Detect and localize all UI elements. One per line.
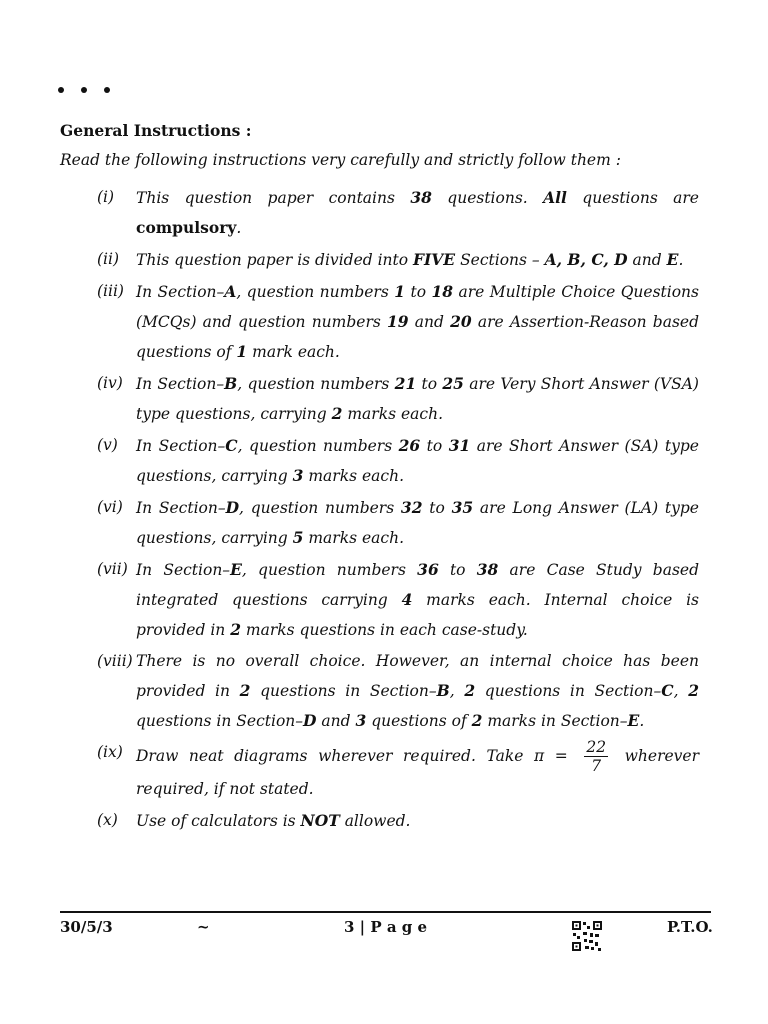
instruction-number: (x) <box>97 811 118 829</box>
text-run: In Section– <box>136 283 225 301</box>
emphasis-text: 35 <box>451 498 474 517</box>
emphasis-text: 21 <box>394 374 417 393</box>
instructions-intro: Read the following instructions very carefully and strictly follow them : <box>60 151 621 169</box>
emphasis-text: compulsory <box>136 218 237 237</box>
text-run: Sections – <box>455 251 545 269</box>
instruction-text <box>136 251 683 269</box>
instruction-number: (ii) <box>97 250 120 268</box>
text-run: . <box>639 712 645 730</box>
emphasis-text: 36 <box>417 560 439 579</box>
emphasis-text: D <box>303 711 317 730</box>
text-run: allowed. <box>339 812 411 830</box>
text-run: Use of calculators is <box>136 812 301 830</box>
emphasis-text: B <box>224 374 238 393</box>
instruction-text <box>136 437 699 485</box>
emphasis-text: C <box>225 436 238 455</box>
instruction-text <box>136 283 699 361</box>
instruction-text <box>136 561 699 639</box>
emphasis-text: A, B, C, D <box>544 250 628 269</box>
instruction-number: (viii) <box>97 652 133 670</box>
text-run: , <box>673 682 689 700</box>
pi-fraction <box>584 738 608 775</box>
emphasis-text: 4 <box>401 590 413 609</box>
text-run: , question numbers <box>237 375 395 393</box>
text-run: are Multiple Choice Questions (MCQs) and question numbers <box>136 283 699 331</box>
instruction-item <box>97 493 699 553</box>
text-run: In Section– <box>136 561 231 579</box>
text-run: This question paper contains <box>136 189 411 207</box>
emphasis-text: E <box>230 560 242 579</box>
emphasis-text: 26 <box>398 436 421 455</box>
text-run: are Very Short Answer (VSA) type questions, carrying <box>136 375 699 423</box>
instruction-item <box>97 555 699 645</box>
text-run: questions are <box>566 189 699 207</box>
text-run: are Assertion-Reason based questions of <box>136 313 699 361</box>
emphasis-text: 31 <box>448 436 471 455</box>
emphasis-text: 2 <box>688 681 699 700</box>
instruction-item <box>97 245 699 275</box>
page-number: 3 | P a g e <box>344 918 428 936</box>
emphasis-text: E <box>666 250 679 269</box>
text-run: and <box>627 251 667 269</box>
emphasis-text: 3 <box>355 711 367 730</box>
text-run: are Case Study based integrated questions carrying <box>136 561 699 609</box>
instruction-item <box>97 277 699 367</box>
text-run: marks each. Internal choice is provided in <box>136 591 699 639</box>
text-run: questions of <box>366 712 472 730</box>
text-run: and <box>316 712 356 730</box>
instruction-text <box>136 375 699 423</box>
instruction-number: (i) <box>97 188 115 206</box>
text-run: . <box>236 219 242 237</box>
text-run: questions. <box>431 189 544 207</box>
text-run: , question numbers <box>239 499 401 517</box>
emphasis-text: 2 <box>464 681 476 700</box>
text-run: to <box>405 283 432 301</box>
text-run: marks questions in each case-study. <box>241 621 528 639</box>
emphasis-text: 38 <box>410 188 432 207</box>
emphasis-text: 5 <box>292 528 304 547</box>
emphasis-text: 1 <box>236 342 248 361</box>
emphasis-text: 19 <box>387 312 409 331</box>
emphasis-text: FIVE <box>413 250 456 269</box>
text-run: This question paper is divided into <box>136 251 414 269</box>
emphasis-text: 2 <box>230 620 241 639</box>
instruction-number: (ix) <box>97 743 123 761</box>
text-run: to <box>416 375 443 393</box>
fraction-denominator: 7 <box>591 757 602 775</box>
text-run: are Short Answer (SA) type questions, carrying <box>136 437 699 485</box>
please-turn-over: P.T.O. <box>667 918 713 936</box>
text-run: wherever required, if not stated. <box>136 746 699 798</box>
emphasis-text: 20 <box>450 312 472 331</box>
text-run: marks each. <box>303 529 404 547</box>
emphasis-text: C <box>661 681 674 700</box>
text-run: . <box>678 251 684 269</box>
emphasis-text: 1 <box>394 282 406 301</box>
instruction-item <box>97 647 699 736</box>
text-run: In Section– <box>136 437 226 455</box>
text-run: questions in Section– <box>136 712 304 730</box>
emphasis-text: A <box>224 282 237 301</box>
instruction-text <box>136 189 699 237</box>
text-run: marks in Section– <box>482 712 628 730</box>
emphasis-text: 3 <box>292 466 304 485</box>
instructions-list <box>97 183 699 838</box>
dot-icon <box>104 87 110 93</box>
text-run: are Long Answer (LA) type questions, carrying <box>136 499 699 547</box>
dot-icon <box>81 87 87 93</box>
emphasis-text: 25 <box>442 374 464 393</box>
text-run: questions in Section– <box>250 682 437 700</box>
emphasis-text: 32 <box>400 498 423 517</box>
emphasis-text: B <box>436 681 450 700</box>
emphasis-text: 2 <box>239 681 251 700</box>
footer-tilde: ~ <box>197 918 210 936</box>
text-run: In Section– <box>136 375 225 393</box>
instruction-text <box>136 738 699 799</box>
emphasis-text: E <box>627 711 640 730</box>
emphasis-text: 38 <box>476 560 499 579</box>
text-run: mark each. <box>247 343 340 361</box>
text-run: In Section– <box>136 499 226 517</box>
instruction-number: (iii) <box>97 282 124 300</box>
text-run: to <box>438 561 477 579</box>
decorative-dots <box>58 78 127 97</box>
instruction-number: (vii) <box>97 560 128 578</box>
instruction-text <box>136 812 410 830</box>
text-run: questions in Section– <box>475 682 662 700</box>
instruction-number: (v) <box>97 436 118 454</box>
emphasis-text: D <box>225 498 240 517</box>
text-run: to <box>420 437 449 455</box>
text-run: and <box>408 313 451 331</box>
instruction-item <box>97 369 699 429</box>
instruction-text <box>136 499 699 547</box>
emphasis-text: All <box>543 188 567 207</box>
instruction-item <box>97 183 699 243</box>
instruction-item <box>97 738 699 804</box>
emphasis-text: 2 <box>471 711 483 730</box>
paper-code: 30/5/3 <box>60 918 113 936</box>
instructions-heading: General Instructions : <box>60 121 252 140</box>
text-run: , question numbers <box>237 437 399 455</box>
text-run: Draw neat diagrams wherever required. Take π = <box>136 746 579 765</box>
emphasis-text: NOT <box>300 811 340 830</box>
instruction-number: (iv) <box>97 374 123 392</box>
text-run: , question numbers <box>241 561 418 579</box>
emphasis-text: 2 <box>331 404 343 423</box>
dot-icon <box>58 87 64 93</box>
text-run: marks each. <box>342 405 443 423</box>
text-run: , <box>449 682 465 700</box>
text-run: marks each. <box>303 467 404 485</box>
text-run: to <box>422 499 452 517</box>
text-run: There is no overall choice. However, an internal choice has been provided in <box>136 652 699 700</box>
instruction-item <box>97 806 699 836</box>
emphasis-text: 18 <box>431 282 454 301</box>
instruction-text <box>136 652 699 730</box>
fraction-numerator: 22 <box>586 738 607 756</box>
footer-divider <box>60 911 711 913</box>
qr-code-icon <box>571 920 603 952</box>
text-run: , question numbers <box>236 283 395 301</box>
instruction-item <box>97 431 699 491</box>
instruction-number: (vi) <box>97 498 123 516</box>
